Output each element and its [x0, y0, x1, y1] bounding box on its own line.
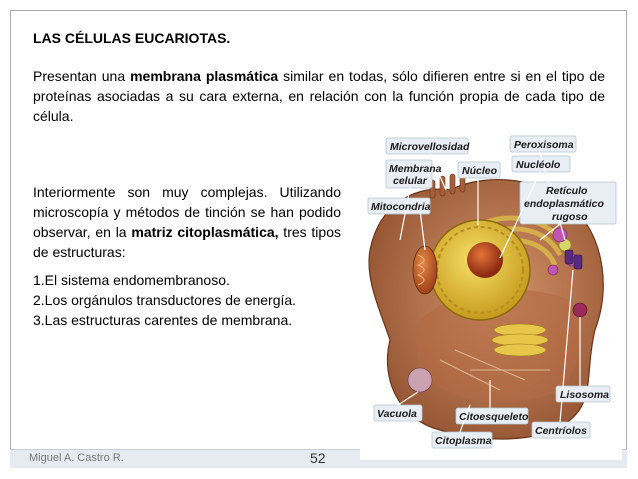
body-text-1: Interiormente son muy complejas. Utilizando microscopía y métodos de tinción se han podido observar, en la: [33, 184, 341, 240]
label-peroxisoma: Peroxisoma: [514, 139, 574, 151]
label-reticulo-2: endoplasmático: [524, 198, 604, 210]
label-microvellosidad: Microvellosidad: [390, 141, 470, 153]
label-centriolos: Centríolos: [535, 425, 587, 437]
intro-paragraph: [33, 66, 605, 126]
label-membrana-2: celular: [393, 175, 427, 187]
label-citoesqueleto: Citoesqueleto: [459, 411, 529, 423]
list-item: 1.El sistema endomembranoso.: [33, 272, 230, 288]
label-reticulo-1: Retículo: [546, 185, 588, 197]
intro-text-1: Presentan una: [33, 68, 131, 84]
list-item: 2.Los orgánulos transductores de energía.: [33, 292, 297, 308]
list-item: 3.Las estructuras carentes de membrana.: [33, 312, 293, 328]
intro-text-2: similar en todas, sólo difieren entre si en el tipo de proteínas asociadas a su cara externa, en relación con la función propia de cada tipo de célula.: [33, 68, 605, 124]
intro-emphasis: membrana plasmática: [130, 68, 279, 84]
label-vacuola: Vacuola: [377, 408, 417, 420]
mitochondria: [413, 246, 437, 294]
page-number: 52: [310, 450, 326, 466]
slide-title: LAS CÉLULAS EUCARIOTAS.: [33, 30, 231, 46]
label-mitocondria: Mitocondria: [371, 201, 431, 213]
label-lisosoma: Lisosoma: [560, 389, 610, 401]
label-nucleolo: Nucléolo: [516, 159, 561, 171]
golgi-apparatus: [492, 324, 548, 356]
lysosome: [573, 303, 587, 317]
label-reticulo-3: rugoso: [552, 211, 588, 223]
body-paragraph: [33, 182, 341, 262]
cell-diagram: [360, 130, 622, 460]
footer-author: Miguel A. Castro R.: [29, 452, 124, 464]
label-membrana-1: Membrana: [389, 163, 442, 175]
structure-list: [33, 270, 341, 330]
body-emphasis: matriz citoplasmática,: [131, 224, 279, 240]
vacuole: [408, 368, 432, 392]
label-nucleo: Núcleo: [462, 165, 498, 177]
label-citoplasma: Citoplasma: [435, 435, 492, 447]
body-text-2: tres tipos de estructuras:: [33, 224, 341, 260]
nucleolus: [467, 242, 503, 278]
